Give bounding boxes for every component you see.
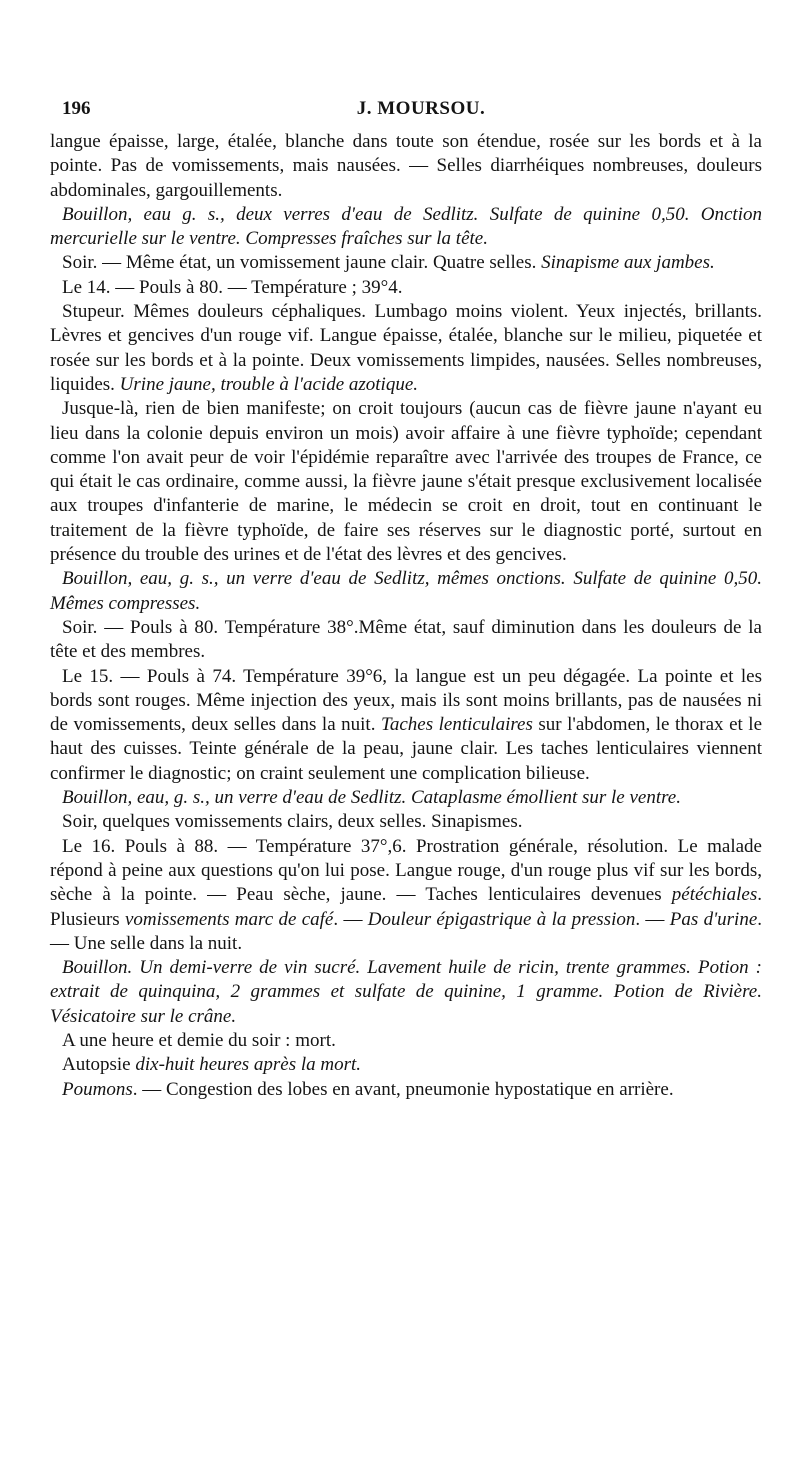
page-number: 196	[62, 98, 91, 119]
italic-text-run: Sinapisme aux jambes.	[541, 252, 715, 274]
italic-text-run: Bouillon, eau, g. s., un verre d'eau de Sedlitz, mêmes onctions. Sulfate de quinine 0,50. Mêmes compresses.	[50, 568, 762, 614]
paragraph	[50, 1029, 762, 1053]
text-run: Le 16. Pouls à 88. — Température 37°,6. Prostration générale, résolution. Le malade répond à peine aux questions qu'on lui pose. Langue rouge, d'un rouge plus vif sur les bords, sèche à la pointe. — Peau sèche, jaune. — Taches lenticulaires devenues	[50, 835, 762, 906]
paragraph	[50, 810, 762, 834]
paragraph	[50, 835, 762, 956]
paragraph	[50, 956, 762, 1029]
text-run: . —	[333, 908, 368, 930]
paragraph	[50, 251, 762, 275]
italic-text-run: Pas d'urine	[669, 908, 758, 930]
running-title: J. MOURSOU.	[356, 98, 486, 119]
text-run: . —	[635, 908, 670, 930]
text-run: . Plusieurs	[50, 884, 762, 930]
page-header	[50, 98, 762, 126]
paragraph	[50, 786, 762, 810]
paragraph	[50, 276, 762, 300]
paragraph	[50, 397, 762, 567]
text-run: . — Une selle dans la nuit.	[50, 908, 763, 954]
paragraph	[50, 300, 762, 397]
text-run: Soir. — Même état, un vomissement jaune clair. Quatre selles.	[62, 252, 542, 274]
paragraph	[50, 616, 762, 665]
italic-text-run: Taches lenticulaires	[381, 714, 533, 736]
paragraph	[50, 130, 762, 203]
paragraph	[50, 1053, 762, 1077]
body-text	[50, 130, 762, 1102]
italic-text-run: dix-huit heures après la mort.	[135, 1054, 362, 1076]
text-run: Soir. — Pouls à 80. Température 38°.Même état, sauf diminution dans les douleurs de la tête et des membres.	[50, 616, 762, 663]
text-run: Le 14. — Pouls à 80. — Température ; 39°4.	[62, 276, 403, 298]
italic-text-run: Douleur épigastrique à la pression	[367, 908, 636, 930]
italic-text-run: Bouillon. Un demi-verre de vin sucré. Lavement huile de ricin, trente grammes. Potion : extrait de quinquina, 2 grammes et sulfate de quinine, 1 gramme. Potion de Rivière. Vésicatoire sur le crâne.	[50, 957, 762, 1027]
text-run: Autopsie	[62, 1054, 136, 1076]
text-run: . — Congestion des lobes en avant, pneumonie hypostatique en arrière.	[132, 1078, 674, 1100]
paragraph	[50, 567, 762, 616]
italic-text-run: Urine jaune, trouble à l'acide azotique.	[119, 373, 419, 395]
text-run: langue épaisse, large, étalée, blanche dans toute son étendue, rosée sur les bords et à la pointe. Pas de vomissements, mais nausées. — Selles diarrhéiques nombreuses, douleurs abdominales, gargouillements.	[50, 131, 762, 201]
italic-text-run: pétéchiales	[671, 884, 758, 906]
italic-text-run: Poumons	[62, 1078, 133, 1100]
text-run: Jusque-là, rien de bien manifeste; on croit toujours (aucun cas de fièvre jaune n'ayant eu lieu dans la colonie depuis environ un mois) avoir affaire à une fièvre typhoïde; cependant comme l'on avait peur de voir l'épidémie reparaître avec l'arrivée des troupes de France, ce qui était le cas ordinaire, comme aussi, la fièvre jaune s'était presque exclusivement localisée aux troupes d'infanterie de marine, le médecin se croit en droit, tout en continuant le traitement de la fièvre typhoïde, de faire ses réserves sur le diagnostic porté, surtout en présence du trouble des urines et de l'état des lèvres et des gencives.	[50, 398, 762, 566]
paragraph	[50, 1078, 762, 1102]
text-run: Stupeur. Mêmes douleurs céphaliques. Lumbago moins violent. Yeux injectés, brillants. Lèvres et gencives d'un rouge vif. Langue épaisse, étalée, blanche sur le milieu, piquetée et rosée sur les bords et à la pointe. Deux vomissements limpides, nausées. Selles nombreuses, liquides.	[50, 301, 762, 395]
italic-text-run: Bouillon, eau g. s., deux verres d'eau de Sedlitz. Sulfate de quinine 0,50. Onction mercurielle sur le ventre. Compresses fraîches sur la tête.	[50, 203, 762, 250]
text-run: Le 15. — Pouls à 74. Température 39°6, la langue est un peu dégagée. La pointe et les bords sont rouges. Même injection des yeux, mais ils sont moins brillants, pas de nausées ni de vomissements, deux selles dans la nuit.	[50, 665, 762, 736]
text-run: Soir, quelques vomissements clairs, deux selles. Sinapismes.	[62, 811, 523, 833]
italic-text-run: Bouillon, eau, g. s., un verre d'eau de Sedlitz. Cataplasme émollient sur le ventre.	[62, 787, 681, 809]
paragraph	[50, 665, 762, 786]
italic-text-run: vomissements marc de café	[125, 908, 334, 930]
paragraph	[50, 203, 762, 252]
text-run: A une heure et demie du soir : mort.	[62, 1029, 336, 1051]
text-run: sur l'abdomen, le thorax et le haut des cuisses. Teinte générale de la peau, jaune clair. Les taches lenticulaires viennent confirmer le diagnostic; on craint seulement une complication bilieuse.	[50, 714, 763, 784]
